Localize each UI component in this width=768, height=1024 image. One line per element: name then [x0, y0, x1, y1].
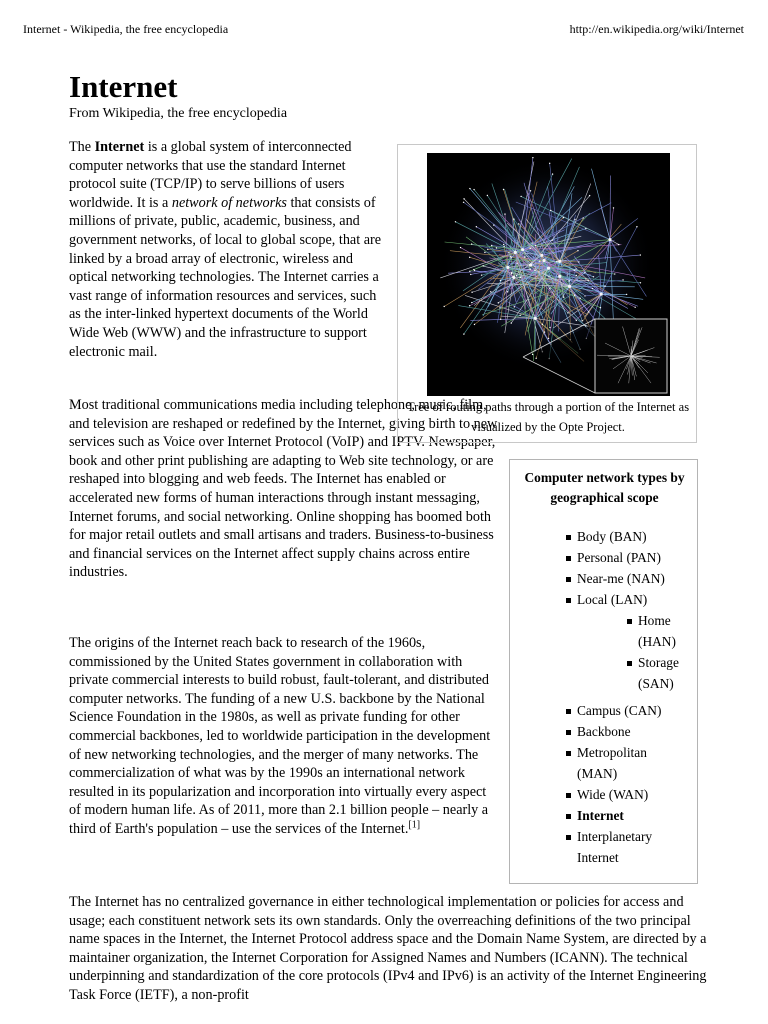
opte-map-image[interactable] — [427, 153, 670, 396]
paragraph-intro — [69, 138, 387, 361]
reference-link[interactable]: [1] — [408, 819, 421, 831]
nav-item-body[interactable]: Body (BAN) — [577, 527, 692, 548]
nav-item-campus[interactable]: Campus (CAN) — [577, 701, 692, 722]
paragraph-governance: The Internet has no centralized governance in either technological implementation or policies for access and usage; each constituent network sets its own standards. Only the overreaching definitions of the two principal name spaces in the Internet, the Internet Protocol address space and the Domain Name System, are directed by a maintainer organization, the Internet Corporation for Assigned Names and Numbers (ICANN). The technical underpinning and standardization of the core protocols (IPv4 and IPv6) is an activity of the Internet Engineering Task Force (IETF), a non-profit — [69, 894, 707, 1003]
intro-text-mid: is a global system of interconnected computer networks that use the standard Internet protocol suite (TCP/IP) to serve billions of users worldwide. It is a — [69, 139, 352, 211]
page-title-header: Internet - Wikipedia, the free encyclopedia — [23, 22, 229, 36]
intro-text-post: that consists of millions of private, public, academic, business, and government networks, of local to global scope, that are linked by a broad array of electronic, wireless and optical networking technologies. The Internet carries a vast range of information resources and services, such as the inter-linked hypertext documents of the World Wide Web (WWW) and the infrastructure to support electronic mail. — [69, 194, 382, 360]
page-url[interactable]: http://en.wikipedia.org/wiki/Internet — [569, 22, 744, 36]
figure-thumbnail — [397, 144, 697, 443]
figure-caption: Tree of routing paths through a portion of the Internet as visualized by the Opte Project. — [406, 400, 690, 434]
intro-term: Internet — [94, 139, 145, 155]
network-map-graphic — [427, 153, 670, 396]
navbox-title: Computer network types by geographical scope — [524, 470, 685, 505]
nav-item-near-me[interactable]: Near-me (NAN) — [577, 569, 692, 590]
origins-text: The origins of the Internet reach back to research of the 1960s, commissioned by the United States government in collaboration with private commercial interests to build robust, fault-tolerant, and distributed computer networks. The funding of a new U.S. backbone by the National Science Foundation in the 1980s, as well as private funding for other commercial backbones, led to worldwide participation in the development of new networking technologies, and the merger of many networks. The commercialization of what was by the 1990s an international network resulted in its popularization and incorporation into virtually every aspect of modern human life. As of 2011, more than 2.1 billion people – nearly a third of Earth's population – use the services of the Internet. — [69, 635, 491, 837]
nav-item-personal[interactable]: Personal (PAN) — [577, 548, 692, 569]
nav-item-internet: Internet — [577, 806, 692, 827]
nav-item-metropolitan[interactable]: Metropolitan (MAN) — [577, 743, 677, 785]
nav-item-local[interactable]: Local (LAN) — [577, 590, 692, 611]
nav-item-interplanetary[interactable]: Interplanetary Internet — [577, 827, 677, 869]
intro-italic-link[interactable]: network of networks — [171, 194, 287, 211]
nav-item-backbone[interactable]: Backbone — [577, 722, 692, 743]
article-subtitle: From Wikipedia, the free encyclopedia — [69, 106, 288, 121]
nav-item-home[interactable]: Home (HAN) — [638, 611, 694, 653]
network-types-navbox — [509, 459, 698, 884]
intro-text-pre: The — [69, 139, 95, 155]
paragraph-origins — [69, 634, 501, 839]
paragraph-media: Most traditional communications media including telephone, music, film, and television are reshaped or redefined by the Internet, giving birth to new services such as Voice over Internet Protocol (VoIP) and IPTV. Newspaper, book and other print publishing are adapting to Web site technology, or are reshaped into blogging and web feeds. The Internet has enabled or accelerated new forms of human interactions through instant messaging, Internet forums, and social networking. Online shopping has boomed both for major retail outlets and small artisans and traders. Business-to-business and financial services on the Internet affect supply chains across entire industries. — [69, 397, 498, 581]
nav-item-storage[interactable]: Storage (SAN) — [638, 653, 694, 695]
nav-item-wide[interactable]: Wide (WAN) — [577, 785, 692, 806]
article-title: Internet — [69, 69, 178, 104]
